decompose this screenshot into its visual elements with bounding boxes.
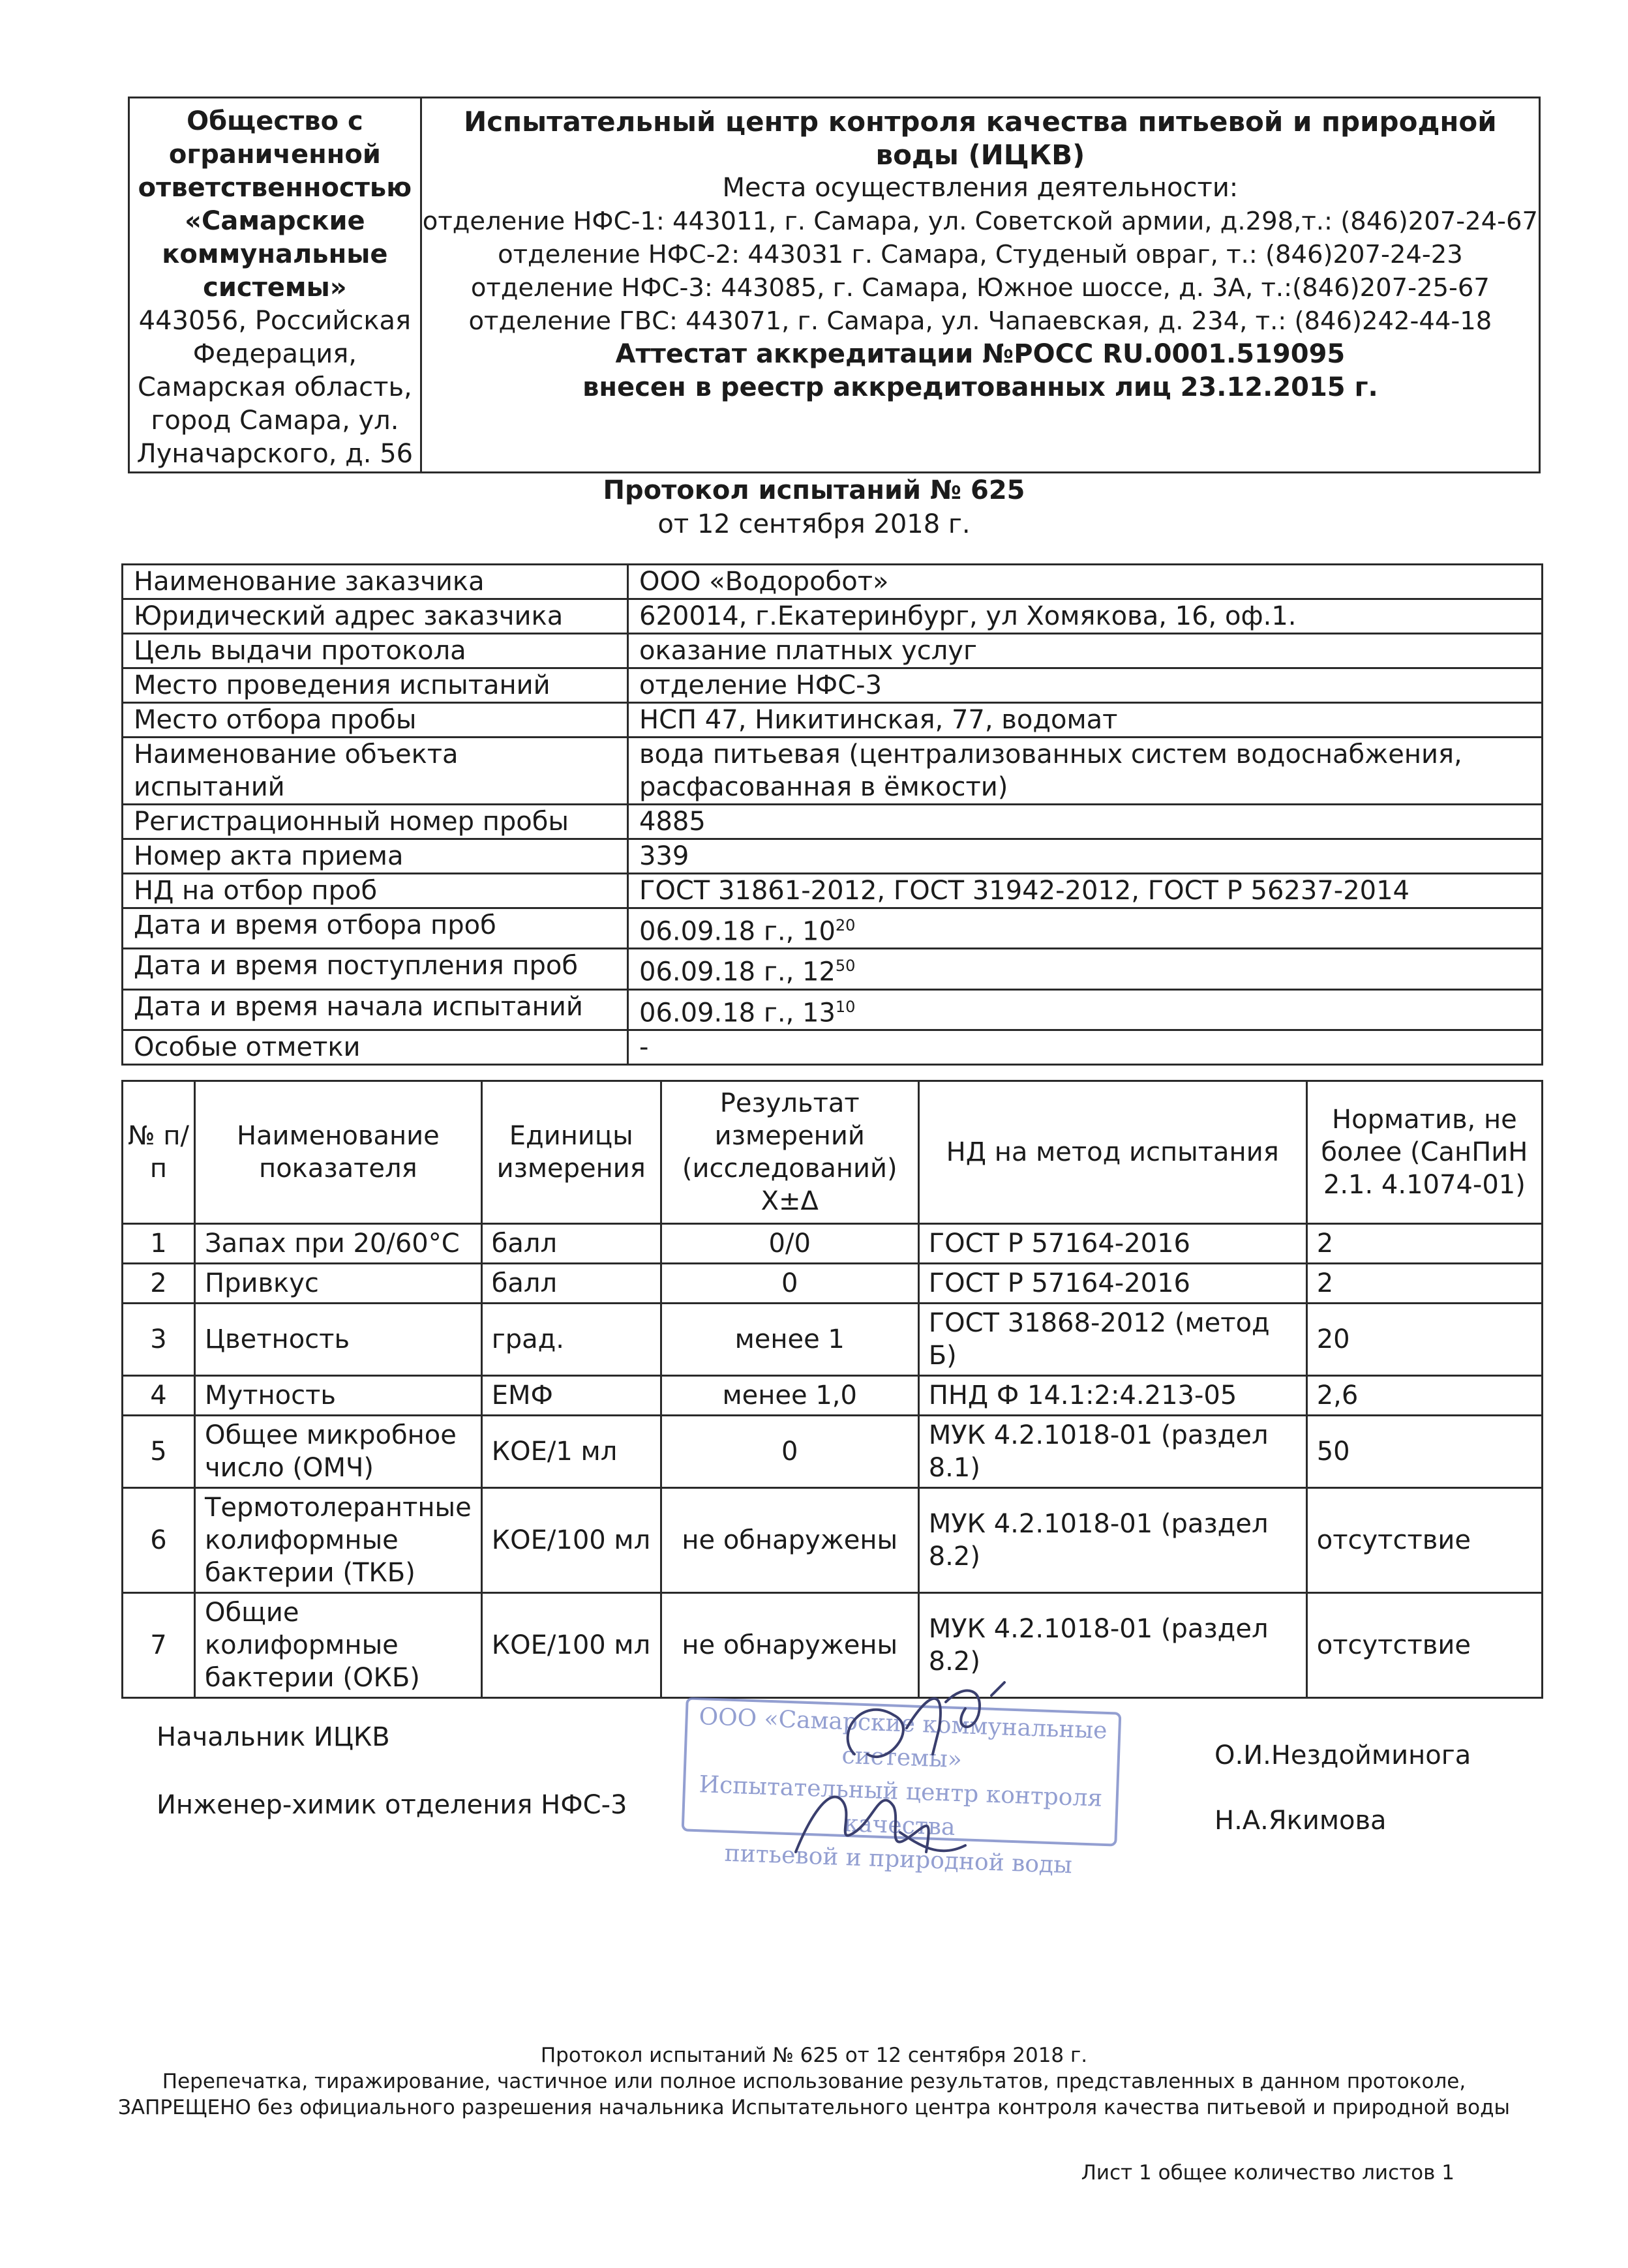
info-value-text: 06.09.18 г., 12 — [639, 957, 836, 987]
info-key: Место отбора пробы — [123, 703, 628, 738]
footer — [0, 2042, 1628, 2121]
result-cell-unit: балл — [481, 1224, 661, 1264]
info-time-minutes: 10 — [835, 997, 856, 1016]
info-value — [628, 668, 1543, 703]
results-body — [123, 1224, 1543, 1698]
result-cell-norm: 2,6 — [1306, 1376, 1542, 1416]
info-value-text: оказание платных услуг — [639, 636, 977, 666]
info-value-text: ГОСТ 31861-2012, ГОСТ 31942-2012, ГОСТ Р 56237-2014 — [639, 876, 1409, 906]
result-cell-method: МУК 4.2.1018-01 (раздел 8.2) — [918, 1488, 1306, 1593]
footer-notice: Перепечатка, тиражирование, частичное или полное использование результатов, представленных в данном протоколе, — [162, 2070, 1466, 2093]
result-cell-result: менее 1 — [661, 1304, 918, 1376]
results-header-row — [123, 1081, 1543, 1224]
organization-cell — [129, 98, 421, 473]
laboratory-cell — [421, 98, 1539, 473]
info-key: Юридический адрес заказчика — [123, 599, 628, 634]
sheet-count: Лист 1 общее количество листов 1 — [1081, 2161, 1455, 2185]
result-cell-unit: ЕМФ — [481, 1376, 661, 1416]
info-time-minutes: 20 — [835, 916, 856, 934]
engineer-signature — [796, 1797, 965, 1852]
result-cell-norm: 50 — [1306, 1416, 1542, 1488]
header-table — [128, 97, 1541, 473]
result-cell-result: менее 1,0 — [661, 1376, 918, 1416]
info-value-text: вода питьевая (централизованных систем водоснабжения, расфасованная в ёмкости) — [639, 739, 1462, 802]
protocol-title — [0, 473, 1628, 541]
info-value — [628, 874, 1543, 908]
department-line: отделение НФС-2: 443031 г. Самара, Студеный овраг, т.: (846)207-24-23 — [498, 240, 1463, 269]
footer-notice: ЗАПРЕЩЕНО без официального разрешения начальника Испытательного центра контроля качества питьевой и природной воды — [118, 2096, 1510, 2119]
result-cell-norm: 2 — [1306, 1224, 1542, 1264]
stamp-line: питьевой и природной воды — [724, 1840, 1073, 1879]
result-row — [123, 1416, 1543, 1488]
info-value — [628, 839, 1543, 874]
info-row — [123, 839, 1543, 874]
result-cell-indicator-name: Термотолерантные колиформные бактерии (ТКБ) — [195, 1488, 482, 1593]
sample-info-table — [121, 563, 1543, 1066]
result-cell-indicator-name: Запах при 20/60°С — [195, 1224, 482, 1264]
result-cell-indicator-name: Общее микробное число (ОМЧ) — [195, 1416, 482, 1488]
header-cell-result: Результат измерений (исследований) X±Δ — [661, 1081, 918, 1224]
info-value-text: НСП 47, Никитинская, 77, водомат — [639, 705, 1118, 735]
engineer-title: Инженер-химик отделения НФС-3 — [157, 1790, 627, 1820]
header-cell-method: НД на метод испытания — [918, 1081, 1306, 1224]
result-cell-result: не обнаружены — [661, 1593, 918, 1698]
header-cell-number: № п/п — [123, 1081, 195, 1224]
info-row — [123, 949, 1543, 989]
result-cell-indicator-name: Общие колиформные бактерии (ОКБ) — [195, 1593, 482, 1698]
result-row — [123, 1304, 1543, 1376]
info-row — [123, 1030, 1543, 1064]
info-row — [123, 703, 1543, 738]
info-row — [123, 989, 1543, 1030]
info-key: Цель выдачи протокола — [123, 634, 628, 668]
info-value-text: 339 — [639, 841, 689, 871]
result-cell-row-number: 5 — [123, 1416, 195, 1488]
result-cell-method: МУК 4.2.1018-01 (раздел 8.1) — [918, 1416, 1306, 1488]
accreditation-line: внесен в реестр аккредитованных лиц 23.12.2015 г. — [582, 372, 1378, 402]
info-value — [628, 565, 1543, 599]
info-value-text: 06.09.18 г., 10 — [639, 916, 836, 947]
protocol-date: от 12 сентября 2018 г. — [657, 509, 971, 539]
info-value — [628, 949, 1543, 989]
result-row — [123, 1376, 1543, 1416]
header-cell-unit: Единицы измерения — [481, 1081, 661, 1224]
info-value-text: 06.09.18 г., 13 — [639, 997, 836, 1028]
info-key: Регистрационный номер пробы — [123, 805, 628, 839]
head-title: Начальник ИЦКВ — [157, 1722, 390, 1752]
info-key: Дата и время отбора проб — [123, 908, 628, 949]
info-row — [123, 738, 1543, 805]
info-value-text: 4885 — [639, 807, 706, 837]
protocol-number: Протокол испытаний № 625 — [603, 475, 1025, 505]
info-value — [628, 599, 1543, 634]
result-row — [123, 1488, 1543, 1593]
info-value — [628, 989, 1543, 1030]
result-cell-norm: 20 — [1306, 1304, 1542, 1376]
sample-info-body — [123, 565, 1543, 1065]
result-cell-unit: балл — [481, 1264, 661, 1304]
info-value-text: ООО «Водоробот» — [639, 567, 889, 597]
result-cell-unit: КОЕ/100 мл — [481, 1593, 661, 1698]
stamp-line: ООО «Самарские коммунальные системы» — [698, 1703, 1108, 1774]
info-row — [123, 908, 1543, 949]
result-cell-indicator-name: Привкус — [195, 1264, 482, 1304]
info-row — [123, 874, 1543, 908]
handwritten-signatures — [770, 1656, 1135, 1878]
info-value — [628, 908, 1543, 949]
result-cell-method: ГОСТ 31868-2012 (метод Б) — [918, 1304, 1306, 1376]
info-time-minutes: 50 — [835, 957, 856, 976]
result-cell-row-number: 7 — [123, 1593, 195, 1698]
info-row — [123, 668, 1543, 703]
department-line: отделение НФС-1: 443011, г. Самара, ул. Советской армии, д.298,т.: (846)207-24-67 — [422, 207, 1538, 236]
results-table — [121, 1080, 1543, 1699]
result-cell-result: 0 — [661, 1416, 918, 1488]
info-key: Номер акта приема — [123, 839, 628, 874]
result-cell-norm: отсутствие — [1306, 1593, 1542, 1698]
info-value — [628, 1030, 1543, 1064]
result-cell-result: не обнаружены — [661, 1488, 918, 1593]
result-cell-result: 0 — [661, 1264, 918, 1304]
result-cell-unit: КОЕ/1 мл — [481, 1416, 661, 1488]
places-label: Места осуществления деятельности: — [722, 173, 1239, 203]
info-row — [123, 805, 1543, 839]
info-value-text: 620014, г.Екатеринбург, ул Хомякова, 16, оф.1. — [639, 601, 1297, 631]
info-key: НД на отбор проб — [123, 874, 628, 908]
header-cell-indicator: Наименование показателя — [195, 1081, 482, 1224]
info-row — [123, 599, 1543, 634]
result-cell-method: ПНД Ф 14.1:2:4.213-05 — [918, 1376, 1306, 1416]
info-key: Наименование объекта испытаний — [123, 738, 628, 805]
result-row — [123, 1264, 1543, 1304]
engineer-name: Н.А.Якимова — [1214, 1806, 1387, 1836]
organization-address: 443056, Российская Федерация, Самарская область, город Самара, ул. Луначарского, д. 56 — [136, 306, 414, 469]
info-row — [123, 634, 1543, 668]
result-cell-unit: КОЕ/100 мл — [481, 1488, 661, 1593]
result-cell-row-number: 2 — [123, 1264, 195, 1304]
result-cell-indicator-name: Цветность — [195, 1304, 482, 1376]
department-line: отделение ГВС: 443071, г. Самара, ул. Чапаевская, д. 234, т.: (846)242-44-18 — [468, 306, 1492, 336]
info-key: Наименование заказчика — [123, 565, 628, 599]
info-key: Место проведения испытаний — [123, 668, 628, 703]
info-value — [628, 634, 1543, 668]
footer-protocol-ref: Протокол испытаний № 625 от 12 сентября 2018 г. — [540, 2044, 1088, 2067]
head-signature — [848, 1682, 1004, 1757]
result-cell-row-number: 6 — [123, 1488, 195, 1593]
result-cell-method: ГОСТ Р 57164-2016 — [918, 1264, 1306, 1304]
organization-name: Общество с ограниченной ответственностью «Самарские коммунальные системы» — [138, 106, 412, 303]
info-key: Особые отметки — [123, 1030, 628, 1064]
info-value-text: отделение НФС-3 — [639, 670, 882, 700]
header-cell-norm: Норматив, не более (СанПиН 2.1. 4.1074-01) — [1306, 1081, 1542, 1224]
result-cell-norm: 2 — [1306, 1264, 1542, 1304]
result-cell-row-number: 3 — [123, 1304, 195, 1376]
result-cell-unit: град. — [481, 1304, 661, 1376]
info-key: Дата и время поступления проб — [123, 949, 628, 989]
info-row — [123, 565, 1543, 599]
result-cell-row-number: 1 — [123, 1224, 195, 1264]
stamp-line: Испытательный центр контроля качества — [699, 1771, 1103, 1841]
result-cell-norm: отсутствие — [1306, 1488, 1542, 1593]
accreditation-line: Аттестат аккредитации №РОСС RU.0001.519095 — [615, 339, 1346, 369]
laboratory-title: Испытательный центр контроля качества питьевой и природной воды (ИЦКВ) — [464, 106, 1497, 171]
result-cell-row-number: 4 — [123, 1376, 195, 1416]
result-cell-method: МУК 4.2.1018-01 (раздел 8.2) — [918, 1593, 1306, 1698]
result-cell-result: 0/0 — [661, 1224, 918, 1264]
result-cell-indicator-name: Мутность — [195, 1376, 482, 1416]
head-name: О.И.Нездойминога — [1214, 1740, 1471, 1770]
info-value — [628, 805, 1543, 839]
department-line: отделение НФС-3: 443085, г. Самара, Южное шоссе, д. 3А, т.:(846)207-25-67 — [470, 273, 1490, 303]
info-value — [628, 703, 1543, 738]
result-cell-method: ГОСТ Р 57164-2016 — [918, 1224, 1306, 1264]
info-key: Дата и время начала испытаний — [123, 989, 628, 1030]
result-row — [123, 1224, 1543, 1264]
info-value — [628, 738, 1543, 805]
info-value-text: - — [639, 1032, 649, 1062]
